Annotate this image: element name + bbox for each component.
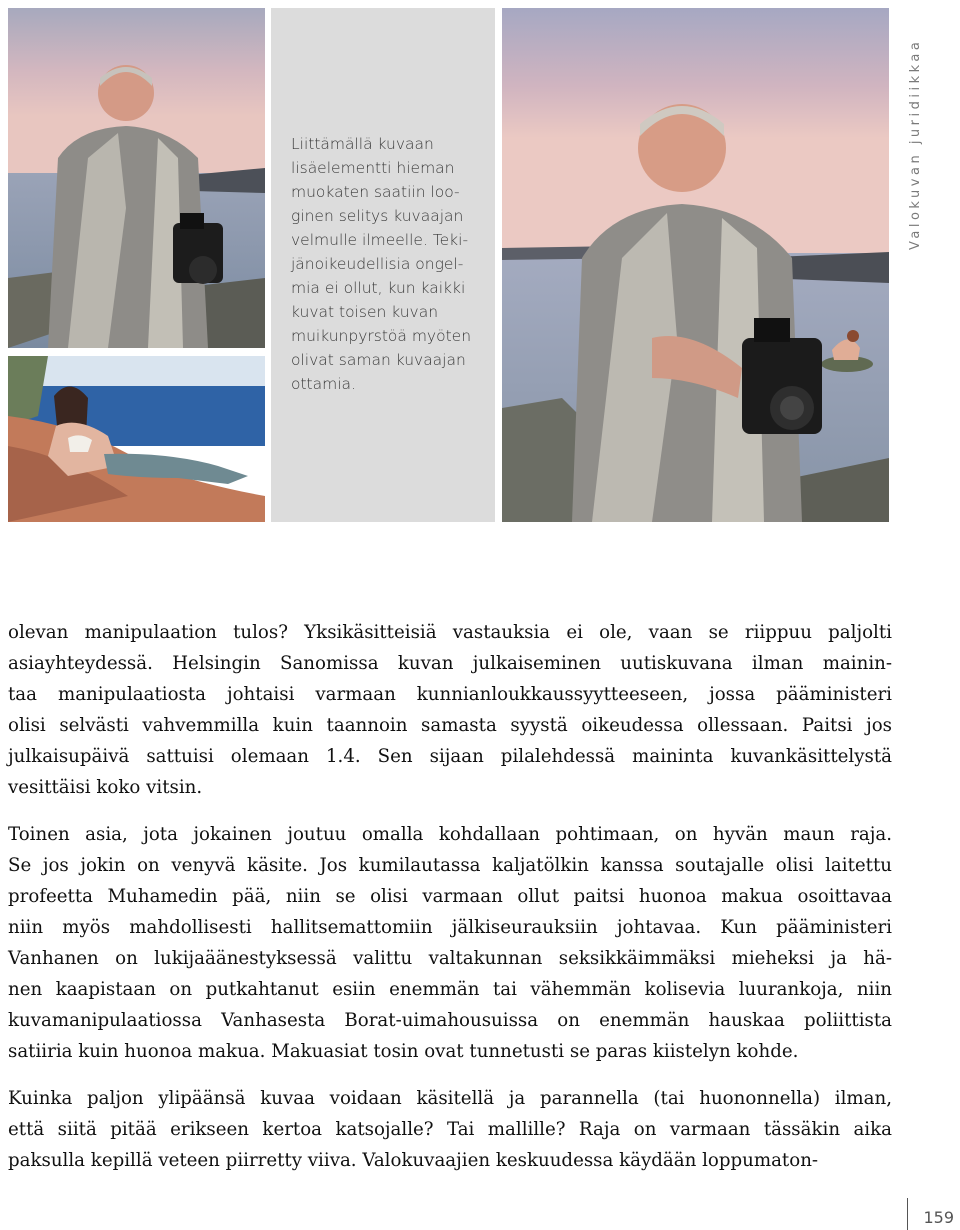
- photo-photographer: [8, 8, 265, 348]
- photo-caption-box: [271, 8, 495, 522]
- photo-caption: [291, 132, 481, 396]
- page-number-rule: [907, 1198, 908, 1230]
- text-line: asiayhteydessä. Helsingin Sanomissa kuvan julkaiseminen uutiskuvana ilman mainin-: [8, 653, 892, 674]
- text-line: Toinen asia, jota jokainen joutuu omalla kohdallaan pohtimaan, on hyvän maun raja.: [8, 824, 892, 845]
- text-line: Kuinka paljon ylipäänsä kuvaa voidaan käsitellä ja parannella (tai huononnella) ilman,: [8, 1088, 892, 1109]
- text-line: taa manipulaatiosta johtaisi varmaan kunnianloukkaussyytteeseen, jossa pääministeri: [8, 684, 892, 705]
- caption-line: Liittämällä kuvaan: [291, 135, 434, 153]
- caption-line: olivat saman kuvaajan: [291, 351, 466, 369]
- text-line: että siitä pitää erikseen kertoa katsojalle? Tai mallille? Raja on varmaan tässäkin aika: [8, 1119, 892, 1140]
- paragraph: [8, 617, 892, 803]
- text-line: kuvamanipulaatiossa Vanhasesta Borat-uimahousuissa on enemmän hauskaa poliittista: [8, 1010, 892, 1031]
- caption-line: ottamia.: [291, 375, 356, 393]
- text-line: nen kaapistaan on putkahtanut esiin enemmän tai vähemmän kolisevia luurankoja, niin: [8, 979, 892, 1000]
- text-line: niin myös mahdollisesti hallitsemattomiin jälkiseurauksiin johtavaa. Kun pääministeri: [8, 917, 892, 938]
- text-line: olevan manipulaation tulos? Yksikäsitteisiä vastauksia ei ole, vaan se riippuu paljolti: [8, 622, 892, 643]
- caption-line: ginen selitys kuvaajan: [291, 207, 464, 225]
- photo-mermaid: [8, 356, 265, 522]
- caption-line: kuvat toisen kuvan: [291, 303, 439, 321]
- text-line: profeetta Muhamedin pää, niin se olisi varmaan ollut paitsi huonoa makua osoittavaa: [8, 886, 892, 907]
- caption-line: velmulle ilmeelle. Teki-: [291, 231, 469, 249]
- text-line: olisi selvästi vahvemmilla kuin taannoin samasta syystä oikeudessa ollessaan. Paitsi jos: [8, 715, 892, 736]
- paragraph: [8, 819, 892, 1067]
- caption-line: lisäelementti hieman: [291, 159, 455, 177]
- photo-composite-photographer-mermaid: [502, 8, 889, 522]
- text-line: Se jos jokin on venyvä käsite. Jos kumilautassa kaljatölkin kanssa soutajalle olisi laitettu: [8, 855, 892, 876]
- caption-line: muokaten saatiin loo-: [291, 183, 460, 201]
- page-number: 159: [923, 1208, 954, 1227]
- running-head: Valokuvan juridiikkaa: [908, 38, 923, 250]
- caption-line: muikunpyrstöä myöten: [291, 327, 472, 345]
- text-line: julkaisupäivä sattuisi olemaan 1.4. Sen sijaan pilalehdessä maininta kuvankäsittelystä: [8, 746, 892, 767]
- text-line: paksulla kepillä veteen piirretty viiva. Valokuvaajien keskuudessa käydään loppumaton-: [8, 1150, 819, 1171]
- text-line: Vanhanen on lukijaäänestyksessä valittu valtakunnan seksikkäimmäksi mieheksi ja hä-: [8, 948, 892, 969]
- text-line: satiiria kuin huonoa makua. Makuasiat tosin ovat tunnetusti se paras kiistelyn kohde.: [8, 1041, 799, 1062]
- body-text: [8, 617, 892, 1176]
- caption-line: mia ei ollut, kun kaikki: [291, 279, 466, 297]
- paragraph: [8, 1083, 892, 1176]
- text-line: vesittäisi koko vitsin.: [8, 777, 203, 798]
- caption-line: jänoikeudellisia ongel-: [291, 255, 464, 273]
